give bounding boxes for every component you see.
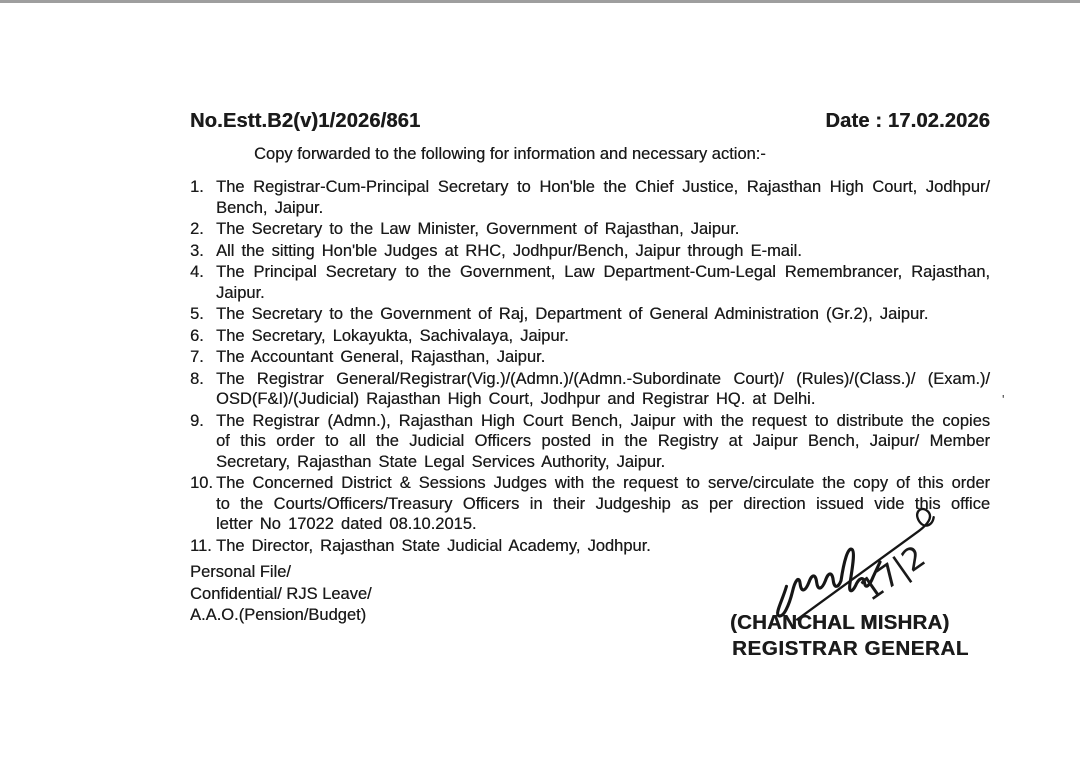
- file-copy-line: A.A.O.(Pension/Budget): [190, 606, 367, 624]
- item-number: 9.: [190, 411, 204, 430]
- document-date: Date : 17.02.2026: [825, 110, 990, 132]
- list-item: [190, 411, 990, 473]
- item-number: 6.: [190, 326, 204, 345]
- signatory-name: (CHANCHAL MISHRA): [730, 611, 950, 634]
- list-item: [190, 326, 990, 347]
- item-text: The Secretary to the Law Minister, Government of Rajasthan, Jaipur.: [216, 220, 740, 238]
- item-number: 3.: [190, 241, 204, 260]
- reference-number: No.Estt.B2(v)1/2026/861: [190, 110, 421, 132]
- item-text: The Secretary, Lokayukta, Sachivalaya, Jaipur.: [216, 326, 569, 345]
- item-number: 10.: [190, 474, 213, 492]
- list-item: [190, 262, 990, 303]
- signature-date-scribble: 17|2: [854, 538, 933, 609]
- item-number: 8.: [190, 369, 204, 388]
- item-text: The Registrar (Admn.), Rajasthan High Court Bench, Jaipur with the request to distribute the copies of this order to all the Judicial Officers posted in the Registry at Jaipur Bench, Jaipur/ Member Secretary, Rajasthan State Legal Services Authority, Jaipur.: [216, 411, 990, 471]
- item-text: The Registrar-Cum-Principal Secretary to Hon'ble the Chief Justice, Rajasthan High Court, Jodhpur/ Bench, Jaipur.: [216, 178, 990, 217]
- list-item: [190, 347, 990, 368]
- item-number: 4.: [190, 263, 204, 281]
- document-header: [190, 110, 990, 133]
- item-number: 11.: [190, 536, 212, 555]
- item-number: 2.: [190, 220, 204, 238]
- scan-artifact: ': [1002, 392, 1005, 407]
- item-text: The Registrar General/Registrar(Vig.)/(Admn.)/(Admn.-Subordinate Court)/ (Rules)/(Class.)/ (Exam.)/ OSD(F&I)/(Judicial) Rajasthan High Court, Jodhpur and Registrar HQ. at Delhi.: [216, 369, 990, 408]
- item-text: The Director, Rajasthan State Judicial Academy, Jodhpur.: [216, 536, 651, 555]
- signature: [765, 498, 960, 626]
- item-text: The Principal Secretary to the Government, Law Department-Cum-Legal Remembrancer, Rajasthan, Jaipur.: [216, 263, 990, 302]
- list-item: [190, 304, 990, 325]
- file-copy-line: Personal File/: [190, 563, 291, 581]
- list-item: [190, 177, 990, 218]
- item-text: The Concerned District & Sessions Judges with the request to serve/circulate the copy of this order to the Courts/Officers/Treasury Officers in their Judgeship as per direction issued vide this office letter No 17022 dated 08.10.2015.: [216, 474, 990, 533]
- list-item: [190, 241, 990, 262]
- intro-line: Copy forwarded to the following for information and necessary action:-: [254, 145, 766, 163]
- item-number: 1.: [190, 178, 204, 196]
- file-copy-line: Confidential/ RJS Leave/: [190, 584, 372, 603]
- item-number: 5.: [190, 305, 204, 323]
- list-item: [190, 369, 990, 410]
- item-text: The Accountant General, Rajasthan, Jaipur.: [216, 348, 546, 366]
- list-item: [190, 219, 990, 240]
- scan-edge: [0, 0, 1080, 3]
- signatory-title: REGISTRAR GENERAL: [732, 637, 969, 660]
- item-text: All the sitting Hon'ble Judges at RHC, Jodhpur/Bench, Jaipur through E-mail.: [216, 241, 802, 260]
- item-text: The Secretary to the Government of Raj, Department of General Administration (Gr.2), Jaipur.: [216, 305, 929, 323]
- item-number: 7.: [190, 348, 204, 366]
